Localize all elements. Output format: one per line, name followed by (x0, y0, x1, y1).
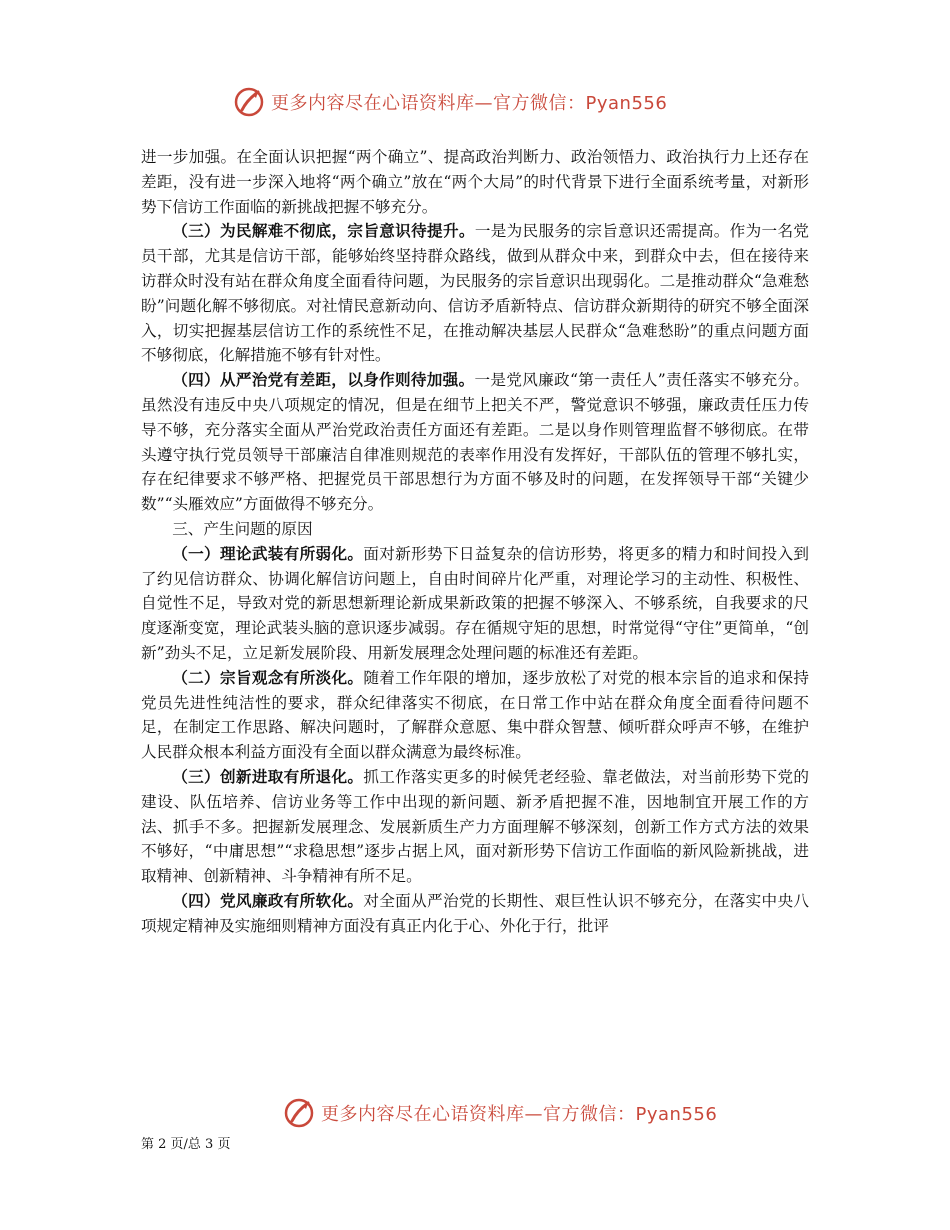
paragraph: （三）创新进取有所退化。抓工作落实更多的时候凭老经验、靠老做法，对当前形势下党的建设、队伍培养、信访业务等工作中出现的新问题、新矛盾把握不准，因地制宜开展工作的方法、抓手不多。把握新发展理念、发展新质生产力方面理解不够深刻，创新工作方式方法的效果不够好，“中庸思想”“求稳思想”逐步占据上风，面对新形势下信访工作面临的新风险新挑战，进取精神、创新精神、斗争精神有所不足。 (141, 766, 809, 886)
paragraph: （二）宗旨观念有所淡化。随着工作年限的增加，逐步放松了对党的根本宗旨的追求和保持党员先进性纯洁性的要求，群众纪律落实不彻底，在日常工作中站在群众角度全面看待问题不足，在制定工作思路、解决问题时，了解群众意愿、集中群众智慧、倾听群众呼声不够，在维护人民群众根本利益方面没有全面以群众满意为最终标准。 (141, 667, 809, 762)
page-number: 第 2 页/总 3 页 (141, 1137, 231, 1152)
paragraph: （四）党风廉政有所软化。对全面从严治党的长期性、艰巨性认识不够充分，在落实中央八项规定精神及实施细则精神方面没有真正内化于心、外化于行，批评 (141, 890, 809, 935)
paragraph-heading: （二）宗旨观念有所淡化。 (172, 667, 364, 687)
paragraph: 进一步加强。在全面认识把握“两个确立”、提高政治判断力、政治领悟力、政治执行力上还存在差距，没有进一步深入地将“两个确立”放在“两个大局”的时代背景下进行全面系统考量，对新形势下信访工作面临的新挑战把握不够充分。 (141, 148, 809, 216)
banner-text: 更多内容尽在心语资料库—官方微信：Pyan556 (271, 93, 668, 114)
paragraph-heading: （三）为民解难不彻底，宗旨意识待提升。 (172, 221, 475, 241)
section-heading: 三、产生问题的原因 (172, 519, 313, 538)
paragraph: （一）理论武装有所弱化。面对新形势下日益复杂的信访形势，将更多的精力和时间投入到了约见信访群众、协调化解信访问题上，自由时间碎片化严重，对理论学习的主动性、积极性、自觉性不足，导致对党的新思想新理论新成果新政策的把握不够深入、不够系统，自我要求的尺度逐渐变宽，理论武装头脑的意识逐步减弱。存在循规守矩的思想，时常觉得“守住”更简单，“创新”劲头不足，立足新发展阶段、用新发展理念处理问题的标准还有差距。 (141, 543, 809, 662)
paragraph-heading: （三）创新进取有所退化。 (172, 766, 364, 786)
banner-text: 更多内容尽在心语资料库—官方微信：Pyan556 (321, 1104, 718, 1125)
paragraph: （三）为民解难不彻底，宗旨意识待提升。一是为民服务的宗旨意识还需提高。作为一名党员干部，尤其是信访干部，能够始终坚持群众路线，做到从群众中来，到群众中去，但在接待来访群众时没有站在群众角度全面看待问题，为民服务的宗旨意识出现弱化。二是推动群众“急难愁盼”问题化解不够彻底。对社情民意新动向、信访矛盾新特点、信访群众新期待的研究不够全面深入，切实把握基层信访工作的系统性不足，在推动解决基层人民群众“急难愁盼”的重点问题方面不够彻底，化解措施不够有针对性。 (141, 221, 809, 365)
logo-icon (233, 86, 265, 118)
paragraph: （四）从严治党有差距，以身作则待加强。一是党风廉政“第一责任人”责任落实不够充分。虽然没有违反中央八项规定的情况，但是在细节上把关不严，警觉意识不够强，廉政责任压力传导不够，充分落实全面从严治党政治责任方面还有差距。二是以身作则管理监督不够彻底。在带头遵守执行党员领导干部廉洁自律准则规范的表率作用没有发挥好，干部队伍的管理不够扎实，存在纪律要求不够严格、把握党员干部思想行为方面不够及时的问题，在发挥领导干部“关键少数”“头雁效应”方面做得不够充分。 (141, 370, 809, 514)
document-body (141, 145, 809, 939)
watermark-banner-top (233, 86, 667, 118)
watermark-banner-bottom (283, 1097, 717, 1129)
paragraph-heading: （四）党风廉政有所软化。 (172, 890, 364, 910)
paragraph-heading: （四）从严治党有差距，以身作则待加强。 (172, 370, 475, 390)
paragraph-heading: （一）理论武装有所弱化。 (172, 543, 364, 563)
logo-icon (283, 1097, 315, 1129)
